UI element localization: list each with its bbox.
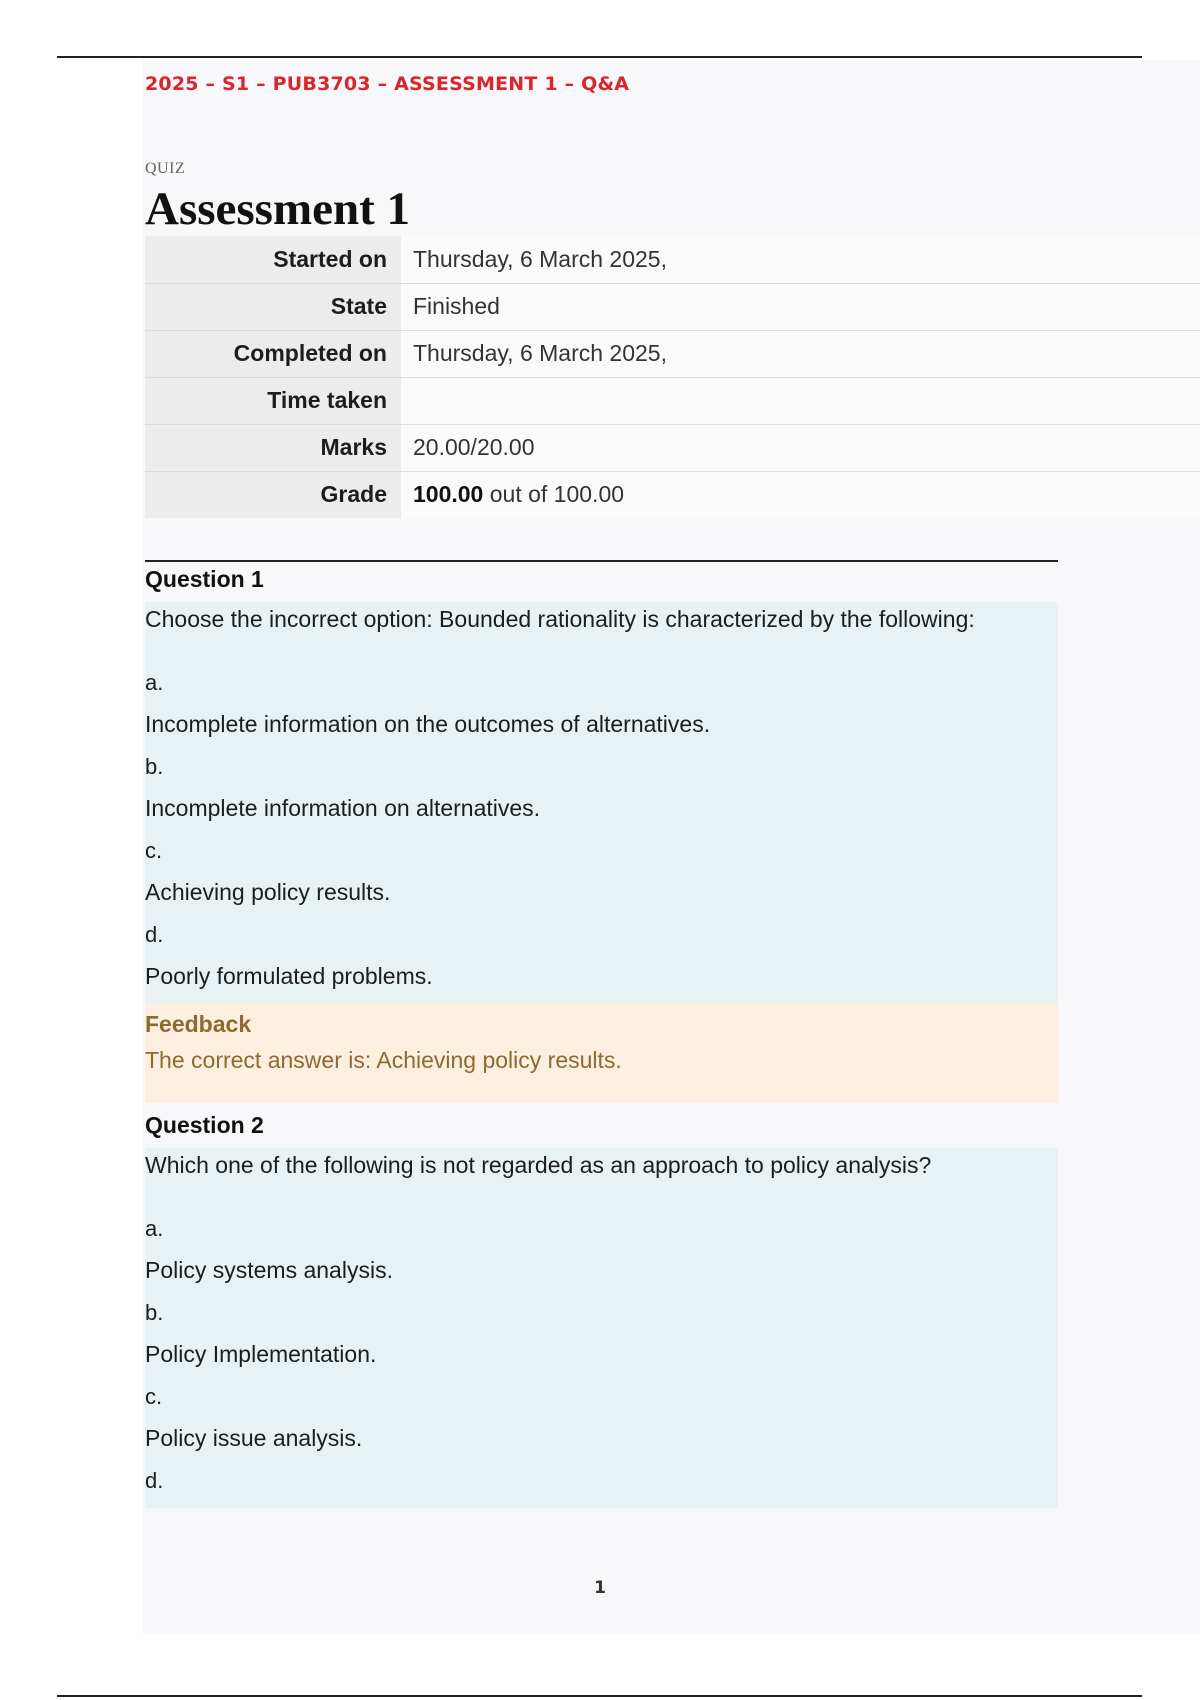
option-letter: a. <box>145 670 164 695</box>
question-2 <box>145 1108 1058 1508</box>
option-letter: c. <box>145 1384 163 1409</box>
grade-out-of: out of 100.00 <box>483 481 625 508</box>
summary-row <box>145 377 1200 424</box>
summary-label: Grade <box>145 471 401 518</box>
summary-row <box>145 330 1200 377</box>
option-text: Poorly formulated problems. <box>145 963 433 989</box>
option-text: Policy issue analysis. <box>145 1425 363 1451</box>
option-text: Incomplete information on the outcomes of alternatives. <box>145 711 711 737</box>
summary-label: Completed on <box>145 330 401 377</box>
summary-value <box>401 471 1200 518</box>
summary-row <box>145 236 1200 283</box>
option-text: Achieving policy results. <box>145 879 391 905</box>
question-heading: Question 2 <box>145 1112 264 1138</box>
option-letter: b. <box>145 754 164 779</box>
question-body <box>145 1148 1058 1508</box>
option-letter: b. <box>145 1300 164 1325</box>
feedback-heading: Feedback <box>145 1011 252 1037</box>
option-letter: a. <box>145 1216 164 1241</box>
summary-value: Finished <box>401 283 1200 330</box>
page-number: 1 <box>594 1578 606 1598</box>
feedback-text: The correct answer is: Achieving policy results. <box>145 1047 622 1073</box>
bottom-rule <box>57 1695 1142 1697</box>
summary-label: Started on <box>145 236 401 283</box>
option-text: Policy Implementation. <box>145 1341 377 1367</box>
option-letter: d. <box>145 922 164 947</box>
question-1-feedback <box>145 1003 1058 1103</box>
question-1 <box>145 560 1058 1004</box>
summary-label: State <box>145 283 401 330</box>
option-letter: c. <box>145 838 163 863</box>
summary-value <box>401 377 1200 424</box>
question-heading: Question 1 <box>145 566 264 592</box>
summary-value: 20.00/20.00 <box>401 424 1200 471</box>
page-title: Assessment 1 <box>145 183 411 235</box>
question-text: Which one of the following is not regarded as an approach to policy analysis? <box>145 1152 932 1178</box>
quiz-label: QUIZ <box>145 160 186 177</box>
option-text: Incomplete information on alternatives. <box>145 795 541 821</box>
summary-label: Marks <box>145 424 401 471</box>
top-rule <box>57 56 1142 58</box>
question-body <box>145 602 1058 1004</box>
attempt-summary-table <box>145 236 1200 518</box>
option-text: Policy systems analysis. <box>145 1257 393 1283</box>
option-letter: d. <box>145 1468 164 1493</box>
summary-value: Thursday, 6 March 2025, <box>401 330 1200 377</box>
summary-value: Thursday, 6 March 2025, <box>401 236 1200 283</box>
summary-label: Time taken <box>145 377 401 424</box>
document-header: 2025 – S1 – PUB3703 – ASSESSMENT 1 – Q&A <box>145 73 630 95</box>
summary-row <box>145 471 1200 518</box>
summary-row <box>145 283 1200 330</box>
question-text: Choose the incorrect option: Bounded rationality is characterized by the following: <box>145 606 975 632</box>
summary-row <box>145 424 1200 471</box>
grade-score: 100.00 <box>413 481 484 508</box>
